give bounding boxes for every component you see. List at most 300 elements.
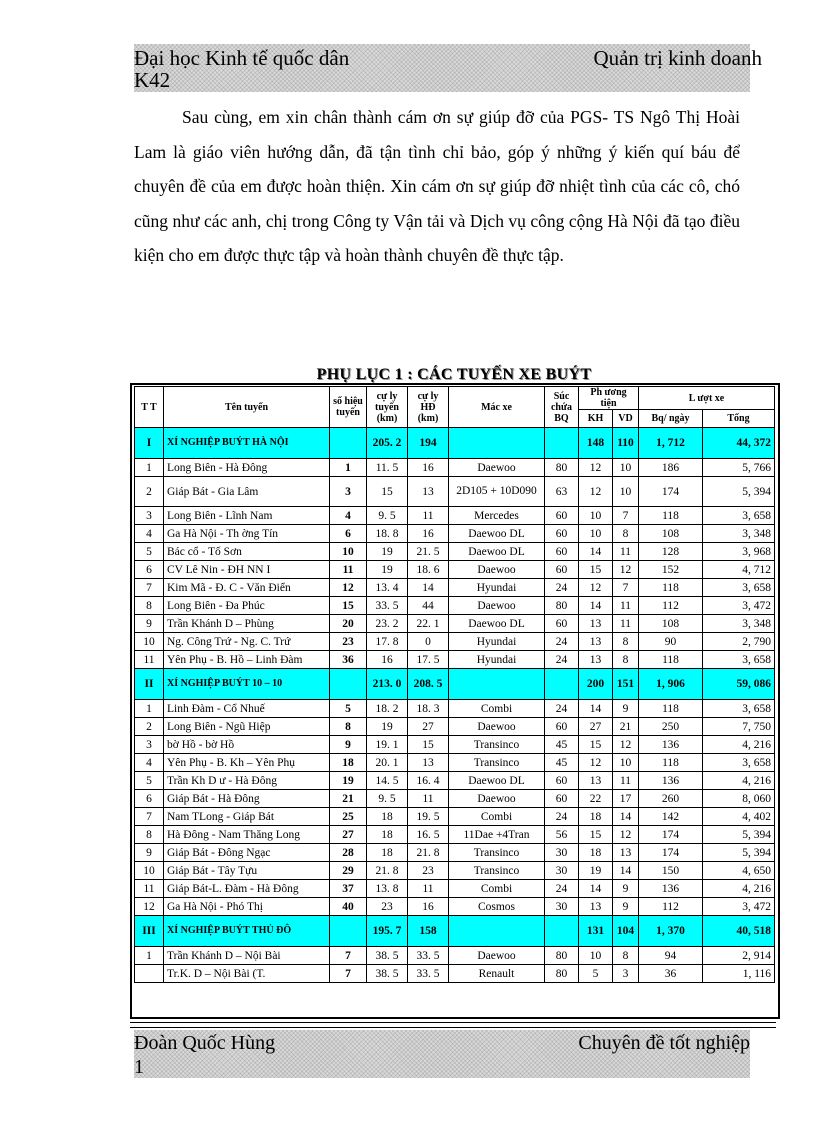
table-row (135, 965, 775, 983)
table-cell: 2 (135, 477, 164, 507)
group-cell-total: 40, 518 (703, 916, 775, 947)
table-cell: 25 (330, 808, 367, 826)
table-row (135, 844, 775, 862)
table-cell: 3, 348 (703, 525, 775, 543)
table-cell: 4, 402 (703, 808, 775, 826)
table-cell: 30 (545, 844, 579, 862)
table-cell: Combi (449, 700, 545, 718)
table-row (135, 525, 775, 543)
table-cell: Ga Hà Nội - Th ờng Tín (164, 525, 330, 543)
table-cell: 14 (579, 597, 613, 615)
table-cell: 14 (613, 808, 639, 826)
table-cell: 9 (135, 615, 164, 633)
table-cell: 260 (639, 790, 703, 808)
table-row (135, 862, 775, 880)
table-cell: 9 (613, 898, 639, 916)
table-cell: 136 (639, 880, 703, 898)
table-cell: 60 (545, 615, 579, 633)
table-cell: 28 (330, 844, 367, 862)
table-cell: 112 (639, 898, 703, 916)
table-cell: 30 (545, 898, 579, 916)
group-cell-vd: 151 (613, 669, 639, 700)
table-cell: 33. 5 (408, 965, 449, 983)
col-header-vd: VD (613, 410, 639, 428)
table-cell: 7 (330, 965, 367, 983)
table-cell: Long Biên - Ngũ Hiệp (164, 718, 330, 736)
table-cell: 23 (367, 898, 408, 916)
table-cell: 12 (330, 579, 367, 597)
table-cell: Long Biên - Đa Phúc (164, 597, 330, 615)
table-cell: Hyundai (449, 633, 545, 651)
table-cell: 10 (613, 459, 639, 477)
table-cell: 10 (330, 543, 367, 561)
table-cell: 9. 5 (367, 507, 408, 525)
table-cell: Combi (449, 808, 545, 826)
table-cell: 60 (545, 507, 579, 525)
group-cell-dist_hd: 158 (408, 916, 449, 947)
group-cell-name: XÍ NGHIỆP BUÝT HÀ NỘI (164, 428, 330, 459)
table-row (135, 880, 775, 898)
table-row (135, 615, 775, 633)
table-cell: 15 (579, 736, 613, 754)
table-cell: 4 (135, 754, 164, 772)
group-cell-empty (545, 916, 579, 947)
table-cell: 5 (330, 700, 367, 718)
group-cell-kh: 200 (579, 669, 613, 700)
table-cell: 3, 658 (703, 579, 775, 597)
table-row (135, 808, 775, 826)
table-cell: 18 (579, 844, 613, 862)
table-cell: 23 (408, 862, 449, 880)
table-cell: 80 (545, 459, 579, 477)
table-group-row (135, 916, 775, 947)
col-header-kh: KH (579, 410, 613, 428)
table-cell: Nam TLong - Giáp Bát (164, 808, 330, 826)
table-cell: 80 (545, 947, 579, 965)
col-header-distance-hd: cự ly HĐ (km) (408, 387, 449, 428)
table-cell: 2, 914 (703, 947, 775, 965)
table-cell: 56 (545, 826, 579, 844)
table-cell: 142 (639, 808, 703, 826)
footer-author: Đoàn Quốc Hùng (134, 1032, 276, 1054)
table-cell: 19 (367, 543, 408, 561)
table-cell: 5 (579, 965, 613, 983)
table-cell: Giáp Bát-L. Đàm - Hà Đông (164, 880, 330, 898)
table-cell: Kim Mã - Đ. C - Văn Điển (164, 579, 330, 597)
table-cell: 10 (579, 947, 613, 965)
table-cell: CV Lê Nin - ĐH NN I (164, 561, 330, 579)
table-cell: 12 (579, 459, 613, 477)
table-cell: 3, 968 (703, 543, 775, 561)
table-cell: 21. 8 (367, 862, 408, 880)
table-cell: 4, 216 (703, 772, 775, 790)
table-cell: Transinco (449, 736, 545, 754)
table-cell: 3, 472 (703, 898, 775, 916)
col-header-total: Tổng (703, 410, 775, 428)
table-cell: 2, 790 (703, 633, 775, 651)
table-cell: 21 (330, 790, 367, 808)
table-cell: 60 (545, 543, 579, 561)
group-cell-empty (449, 428, 545, 459)
table-cell: 11 (613, 597, 639, 615)
table-cell: 108 (639, 615, 703, 633)
table-cell: 11. 5 (367, 459, 408, 477)
table-row (135, 561, 775, 579)
table-cell: Hyundai (449, 651, 545, 669)
col-header-capacity: Súc chứa BQ (545, 387, 579, 428)
table-cell: 5, 394 (703, 844, 775, 862)
header-major: Quản trị kinh doanh (593, 46, 762, 70)
group-cell-avg: 1, 712 (639, 428, 703, 459)
table-cell: 5 (135, 772, 164, 790)
table-row (135, 651, 775, 669)
table-cell: 136 (639, 736, 703, 754)
table-cell: 24 (545, 880, 579, 898)
table-cell: 24 (545, 808, 579, 826)
table-cell: Yên Phụ - B. Hồ – Linh Đàm (164, 651, 330, 669)
table-cell: 11 (330, 561, 367, 579)
table-cell: 10 (135, 633, 164, 651)
table-cell: 30 (545, 862, 579, 880)
table-cell: 10 (613, 754, 639, 772)
group-cell-empty (330, 428, 367, 459)
table-cell: 19 (330, 772, 367, 790)
table-cell: Ga Hà Nội - Phó Thị (164, 898, 330, 916)
table-cell: 3, 658 (703, 507, 775, 525)
table-cell: 27 (408, 718, 449, 736)
table-cell: Trần Khánh D – Nội Bài (164, 947, 330, 965)
group-cell-vd: 104 (613, 916, 639, 947)
table-cell: 3, 472 (703, 597, 775, 615)
table-cell: 2 (135, 718, 164, 736)
table-row (135, 898, 775, 916)
table-row (135, 754, 775, 772)
table-cell: 22 (579, 790, 613, 808)
table-cell: 37 (330, 880, 367, 898)
table-cell: 14 (579, 700, 613, 718)
table-cell: 3 (613, 965, 639, 983)
table-cell: Hyundai (449, 579, 545, 597)
table-cell: 6 (135, 561, 164, 579)
table-cell: Daewoo DL (449, 772, 545, 790)
table-row (135, 507, 775, 525)
group-cell-tt: III (135, 916, 164, 947)
table-cell: 11 (408, 880, 449, 898)
col-header-tt: T T (135, 387, 164, 428)
table-cell: 13 (579, 651, 613, 669)
table-cell: 38. 5 (367, 947, 408, 965)
group-cell-avg: 1, 906 (639, 669, 703, 700)
table-cell: 250 (639, 718, 703, 736)
table-cell: Transinco (449, 844, 545, 862)
table-cell: 5 (135, 543, 164, 561)
group-cell-dist: 213. 0 (367, 669, 408, 700)
table-cell: 118 (639, 507, 703, 525)
table-cell: 15 (579, 826, 613, 844)
table-cell: Daewoo DL (449, 543, 545, 561)
table-cell: 8 (613, 525, 639, 543)
group-cell-empty (330, 669, 367, 700)
table-group-row (135, 669, 775, 700)
group-cell-tt: II (135, 669, 164, 700)
table-cell: 4, 650 (703, 862, 775, 880)
group-cell-dist: 195. 7 (367, 916, 408, 947)
table-cell: Daewoo (449, 597, 545, 615)
table-cell: Ng. Công Trứ - Ng. C. Trứ (164, 633, 330, 651)
table-cell: 27 (579, 718, 613, 736)
table-cell: 3, 658 (703, 700, 775, 718)
footer-doc-type: Chuyên đề tốt nghiệp (578, 1032, 750, 1054)
table-cell: 21 (613, 718, 639, 736)
table-cell: 21. 8 (408, 844, 449, 862)
table-cell: 63 (545, 477, 579, 507)
table-cell: Tr.K. D – Nội Bài (T. (164, 965, 330, 983)
table-cell: 13 (579, 772, 613, 790)
group-cell-empty (449, 916, 545, 947)
group-cell-total: 59, 086 (703, 669, 775, 700)
table-cell: 8 (613, 947, 639, 965)
table-cell: 15 (367, 477, 408, 507)
table-row (135, 477, 775, 507)
table-cell: 23. 2 (367, 615, 408, 633)
col-header-trips: L ượt xe (639, 387, 775, 410)
table-cell: 18 (367, 826, 408, 844)
table-cell: 118 (639, 579, 703, 597)
table-cell: 174 (639, 477, 703, 507)
table-row (135, 790, 775, 808)
table-cell: 36 (330, 651, 367, 669)
footer-page-number: 1 (134, 1056, 144, 1078)
table-cell: 12 (613, 826, 639, 844)
table-cell: Combi (449, 880, 545, 898)
table-cell: 60 (545, 525, 579, 543)
col-header-vehicles: Ph ương tiện (579, 387, 639, 410)
table-cell: 19 (367, 718, 408, 736)
group-cell-empty (449, 669, 545, 700)
table-cell: 174 (639, 844, 703, 862)
col-header-avg: Bq/ ngày (639, 410, 703, 428)
table-cell: 21. 5 (408, 543, 449, 561)
table-cell: 14. 5 (367, 772, 408, 790)
table-cell: 1 (330, 459, 367, 477)
table-cell: 20 (330, 615, 367, 633)
table-cell: 44 (408, 597, 449, 615)
col-header-distance: cự ly tuyến (km) (367, 387, 408, 428)
table-cell: 11 (408, 507, 449, 525)
group-cell-name: XÍ NGHIỆP BUÝT 10 – 10 (164, 669, 330, 700)
table-cell: Transinco (449, 862, 545, 880)
table-cell: 19. 5 (408, 808, 449, 826)
table-cell: 45 (545, 754, 579, 772)
table-cell: 14 (408, 579, 449, 597)
table-cell: 13 (579, 898, 613, 916)
table-cell (135, 965, 164, 983)
table-cell: 8 (613, 633, 639, 651)
table-cell: 7, 750 (703, 718, 775, 736)
table-cell: 40 (330, 898, 367, 916)
table-cell: 0 (408, 633, 449, 651)
header-class: K42 (134, 68, 171, 92)
table-cell: 16. 5 (408, 826, 449, 844)
table-cell: 5, 394 (703, 826, 775, 844)
table-cell: 8 (135, 597, 164, 615)
table-cell: 12 (613, 736, 639, 754)
table-cell: 60 (545, 772, 579, 790)
table-cell: 3, 658 (703, 754, 775, 772)
table-cell: 10 (613, 477, 639, 507)
table-cell: 19 (579, 862, 613, 880)
table-cell: 13 (613, 844, 639, 862)
table-cell: 22. 1 (408, 615, 449, 633)
table-cell: 18 (579, 808, 613, 826)
table-cell: 15 (408, 736, 449, 754)
table-cell: 11 (613, 615, 639, 633)
table-cell: 14 (579, 880, 613, 898)
table-cell: 7 (613, 507, 639, 525)
table-cell: Long Biên - Lĩnh Nam (164, 507, 330, 525)
table-cell: 136 (639, 772, 703, 790)
table-cell: 5, 394 (703, 477, 775, 507)
table-cell: 9 (613, 700, 639, 718)
table-cell: 4, 216 (703, 880, 775, 898)
table-cell: 36 (639, 965, 703, 983)
table-cell: Linh Đàm - Cổ Nhuế (164, 700, 330, 718)
table-cell: 14 (579, 543, 613, 561)
table-cell: 118 (639, 651, 703, 669)
table-cell: 118 (639, 754, 703, 772)
group-cell-name: XÍ NGHIỆP BUÝT THỦ ĐÔ (164, 916, 330, 947)
footer-rule (130, 1022, 776, 1028)
table-cell: 12 (579, 754, 613, 772)
table-cell: 18. 2 (367, 700, 408, 718)
table-row (135, 947, 775, 965)
group-cell-empty (330, 916, 367, 947)
table-cell: 118 (639, 700, 703, 718)
table-cell: 174 (639, 826, 703, 844)
table-cell: 4, 216 (703, 736, 775, 754)
table-cell: 18 (367, 808, 408, 826)
group-cell-avg: 1, 370 (639, 916, 703, 947)
table-cell: 19. 1 (367, 736, 408, 754)
table-cell: 9 (330, 736, 367, 754)
table-cell: 11 (135, 651, 164, 669)
table-cell: 108 (639, 525, 703, 543)
group-cell-total: 44, 372 (703, 428, 775, 459)
table-cell: 13 (579, 633, 613, 651)
table-cell: 90 (639, 633, 703, 651)
table-cell: 18 (330, 754, 367, 772)
table-cell: 17. 5 (408, 651, 449, 669)
table-cell: Hà Đông - Nam Thăng Long (164, 826, 330, 844)
table-cell: 6 (330, 525, 367, 543)
table-row (135, 543, 775, 561)
table-cell: 13 (408, 754, 449, 772)
table-cell: 11 (135, 880, 164, 898)
table-cell: 8 (613, 651, 639, 669)
table-cell: 13. 4 (367, 579, 408, 597)
col-header-make: Mác xe (449, 387, 545, 428)
table-cell: Giáp Bát - Đông Ngạc (164, 844, 330, 862)
group-cell-empty (545, 428, 579, 459)
table-cell: 16. 4 (408, 772, 449, 790)
table-cell: 9. 5 (367, 790, 408, 808)
table-cell: 8, 060 (703, 790, 775, 808)
table-group-row (135, 428, 775, 459)
page-header (134, 44, 762, 92)
table-cell: 13. 8 (367, 880, 408, 898)
table-cell: 16 (408, 459, 449, 477)
table-cell: 152 (639, 561, 703, 579)
table-row (135, 700, 775, 718)
table-cell: 5, 766 (703, 459, 775, 477)
table-cell: 45 (545, 736, 579, 754)
table-cell: 11 (613, 543, 639, 561)
table-cell: 4 (135, 525, 164, 543)
table-cell: Daewoo (449, 947, 545, 965)
table-cell: bờ Hồ - bờ Hồ (164, 736, 330, 754)
table-cell: 27 (330, 826, 367, 844)
table-cell: 12 (135, 898, 164, 916)
table-row (135, 597, 775, 615)
table-cell: 12 (579, 579, 613, 597)
acknowledgement-paragraph (134, 100, 740, 273)
table-cell: 16 (408, 898, 449, 916)
table-cell: 10 (579, 507, 613, 525)
table-cell: 1 (135, 459, 164, 477)
table-cell: 24 (545, 651, 579, 669)
table-row (135, 459, 775, 477)
group-cell-kh: 131 (579, 916, 613, 947)
table-cell: 8 (135, 826, 164, 844)
table-cell: 33. 5 (367, 597, 408, 615)
table-cell: 7 (613, 579, 639, 597)
table-cell: Renault (449, 965, 545, 983)
table-cell: 1 (135, 700, 164, 718)
table-cell: 33. 5 (408, 947, 449, 965)
acknowledgement-text: Sau cùng, em xin chân thành cám ơn sự giúp đỡ của PGS- TS Ngô Thị Hoài Lam là giáo viên hướng dẫn, đã tận tình chỉ bảo, góp ý những ý kiến quí báu để chuyên đề của em được hoàn thiện. Xin cám ơn sự giúp đỡ nhiệt tình của các cô, chó cũng như các anh, chị trong Công ty Vận tải và Dịch vụ công cộng Hà Nội đã tạo điều kiện cho em được thực tập và hoàn thành chuyên đề thực tập. (134, 107, 740, 265)
table-cell: 14 (613, 862, 639, 880)
table-cell: 186 (639, 459, 703, 477)
table-cell: Mercedes (449, 507, 545, 525)
page-footer (134, 1030, 750, 1078)
table-cell: Giáp Bát - Tây Tựu (164, 862, 330, 880)
table-cell: Giáp Bát - Gia Lâm (164, 477, 330, 507)
table-cell: Yên Phụ - B. Kh – Yên Phụ (164, 754, 330, 772)
table-cell: 23 (330, 633, 367, 651)
table-cell: 13 (579, 615, 613, 633)
table-cell: 6 (135, 790, 164, 808)
table-cell: 24 (545, 700, 579, 718)
table-cell: Trần Kh D ư - Hà Đông (164, 772, 330, 790)
table-cell: 18 (367, 844, 408, 862)
table-cell: Trần Khánh D – Phùng (164, 615, 330, 633)
table-cell: 2D105 + 10D090 (449, 477, 545, 507)
table-cell: Transinco (449, 754, 545, 772)
table-cell: 3 (135, 736, 164, 754)
table-row (135, 772, 775, 790)
table-cell: 7 (135, 579, 164, 597)
header-university: Đại học Kinh tế quốc dân (134, 46, 350, 70)
table-cell: 60 (545, 561, 579, 579)
table-cell: 112 (639, 597, 703, 615)
table-cell: 38. 5 (367, 965, 408, 983)
table-row (135, 826, 775, 844)
table-row (135, 736, 775, 754)
table-cell: 150 (639, 862, 703, 880)
table-row (135, 718, 775, 736)
table-cell: 19 (367, 561, 408, 579)
table-cell: 7 (330, 947, 367, 965)
